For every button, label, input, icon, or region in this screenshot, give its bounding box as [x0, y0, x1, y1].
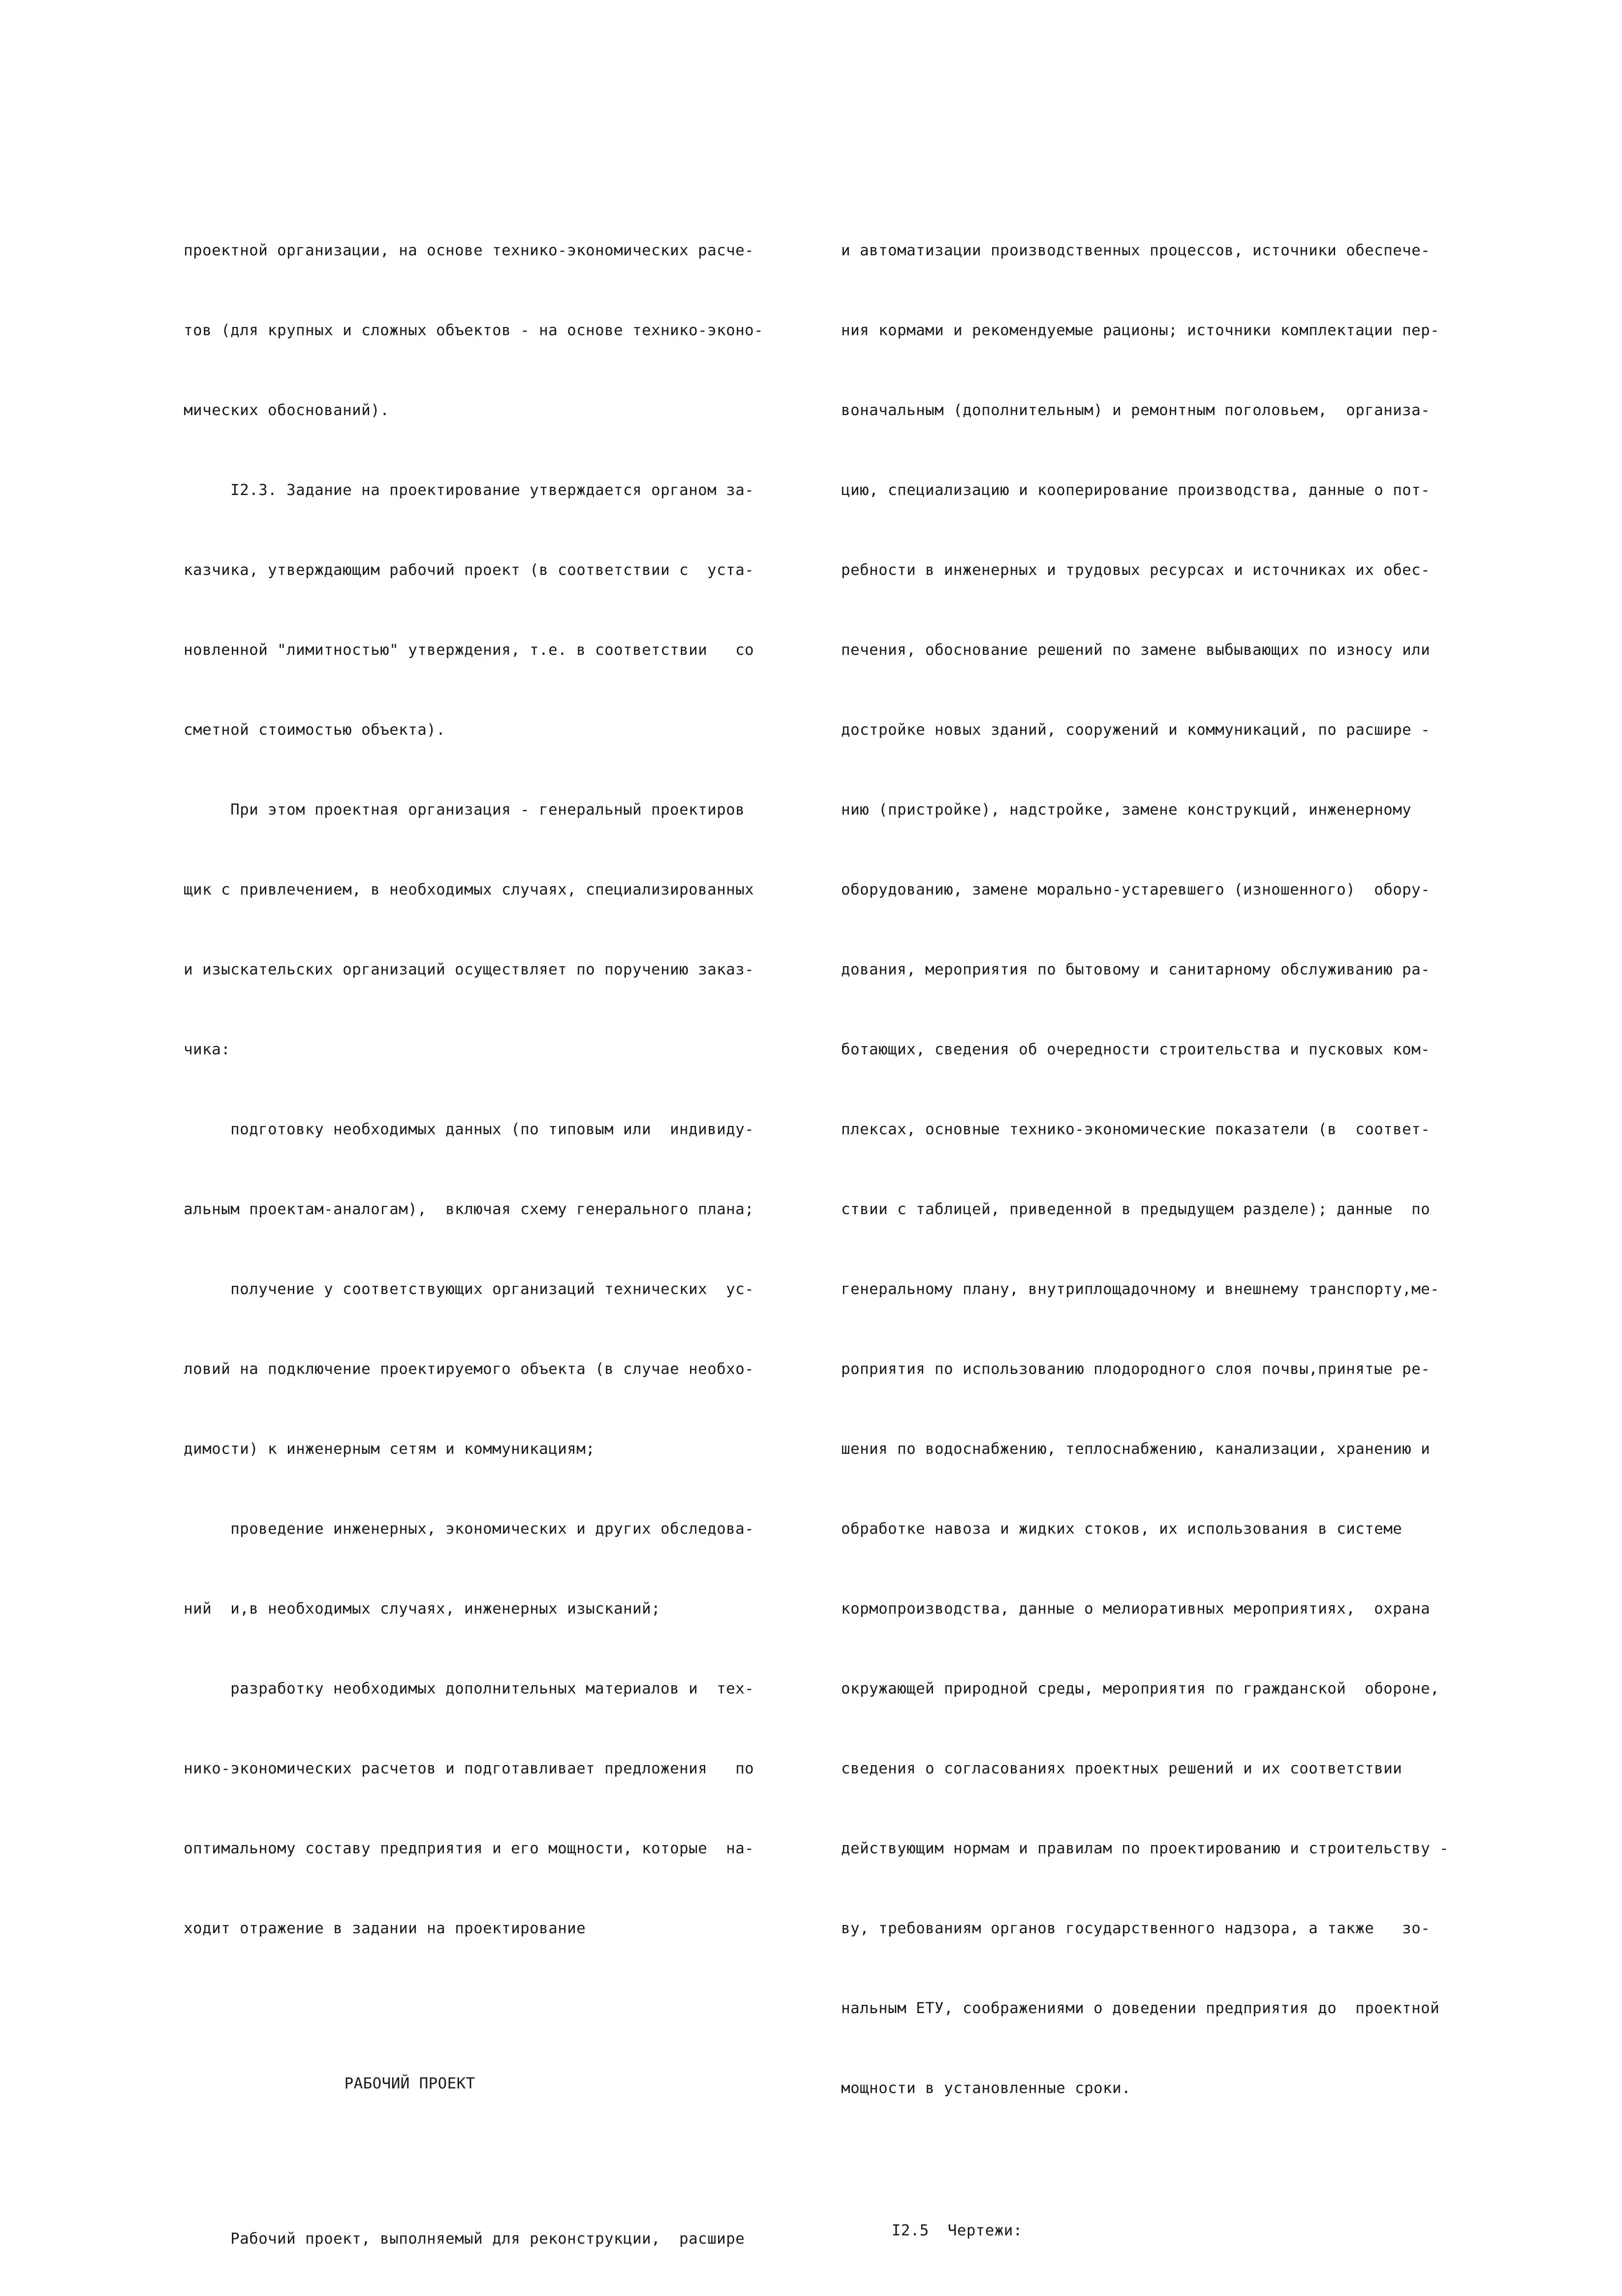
left-page	[0, 0, 811, 2247]
text-line: получение у соответствующих организаций технических ус-	[184, 1280, 754, 1298]
text-line: ву, требованиям органов государственного надзора, а также зо-	[841, 1919, 1431, 1937]
text-line: обработке навоза и жидких стоков, их использования в системе	[841, 1519, 1403, 1537]
section-title-working-project: РАБОЧИЙ ПРОЕКТ	[344, 2074, 476, 2092]
text-line: разработку необходимых дополнительных материалов и тех-	[184, 1679, 754, 1697]
text-line: генеральному плану, внутриплощадочному и внешнему транспорту,ме-	[841, 1280, 1440, 1298]
text-line: ходит отражение в задании на проектирование	[184, 1919, 586, 1937]
text-line: действующим нормам и правилам по проектированию и строительству -	[841, 1839, 1449, 1857]
text-line: цию, специализацию и кооперирование производства, данные о пот-	[841, 481, 1431, 499]
text-line: ловий на подключение проектируемого объекта (в случае необхо-	[184, 1360, 754, 1378]
text-line: плексах, основные технико-экономические показатели (в соответ-	[841, 1120, 1431, 1138]
text-line: чика:	[184, 1040, 230, 1058]
text-line: нию (пристройке), надстройке, замене конструкций, инженерному	[841, 800, 1412, 818]
text-line: I2.3. Задание на проектирование утверждается органом за-	[184, 481, 754, 499]
text-line: альным проектам-аналогам), включая схему генерального плана;	[184, 1200, 754, 1218]
text-line: сведения о согласованиях проектных решений и их соответствии	[841, 1759, 1403, 1777]
text-line: шения по водоснабжению, теплоснабжению, канализации, хранению и	[841, 1440, 1431, 1458]
text-line: При этом проектная организация - генеральный проектиров	[184, 800, 745, 818]
text-line: ний и,в необходимых случаях, инженерных изысканий;	[184, 1599, 661, 1617]
right-page	[811, 0, 1622, 2239]
text-line: подготовку необходимых данных (по типовым или индивиду-	[184, 1120, 754, 1138]
text-line: окружающей природной среды, мероприятия по гражданской обороне,	[841, 1679, 1440, 1697]
text-line: нико-экономических расчетов и подготавливает предложения по	[184, 1759, 754, 1777]
text-line: новленной "лимитностью" утверждения, т.е. в соответствии со	[184, 641, 754, 658]
text-line: печения, обоснование решений по замене выбывающих по износу или	[841, 641, 1431, 658]
text-line: щик с привлечением, в необходимых случаях, специализированных	[184, 880, 754, 898]
text-line: сметной стоимостью объекта).	[184, 720, 446, 738]
text-line: роприятия по использованию плодородного слоя почвы,принятые ре-	[841, 1360, 1431, 1378]
text-line: оптимальному составу предприятия и его мощности, которые на-	[184, 1839, 754, 1857]
text-line: проектной организации, на основе технико-экономических расче-	[184, 241, 754, 259]
text-line: проведение инженерных, экономических и других обследова-	[184, 1519, 754, 1537]
text-line: тов (для крупных и сложных объектов - на основе технико-эконо-	[184, 321, 763, 339]
text-line: димости) к инженерным сетям и коммуникациям;	[184, 1440, 595, 1458]
text-line: кормопроизводства, данные о мелиоративных мероприятиях, охрана	[841, 1599, 1431, 1617]
text-line: Рабочий проект, выполняемый для реконструкции, расшире	[184, 2229, 745, 2247]
text-line: казчика, утверждающим рабочий проект (в соответствии с уста-	[184, 561, 754, 579]
text-line: мощности в установленные сроки.	[841, 2079, 1131, 2097]
text-line: ния кормами и рекомендуемые рационы; источники комплектации пер-	[841, 321, 1440, 339]
section-title-drawings: I2.5 Чертежи:	[892, 2221, 1023, 2239]
text-line: ствии с таблицей, приведенной в предыдущем разделе); данные по	[841, 1200, 1431, 1218]
text-line: и автоматизации производственных процессов, источники обеспече-	[841, 241, 1431, 259]
text-line: дования, мероприятия по бытовому и санитарному обслуживанию ра-	[841, 960, 1431, 978]
text-line: достройке новых зданий, сооружений и коммуникаций, по расшире -	[841, 720, 1431, 738]
text-line: мических обоснований).	[184, 401, 390, 419]
text-line: ботающих, сведения об очередности строительства и пусковых ком-	[841, 1040, 1431, 1058]
text-line: оборудованию, замене морально-устаревшего (изношенного) обору-	[841, 880, 1431, 898]
text-line: и изыскательских организаций осуществляет по поручению заказ-	[184, 960, 754, 978]
text-line: воначальным (дополнительным) и ремонтным поголовьем, организа-	[841, 401, 1431, 419]
text-line: нальным ЕТУ, соображениями о доведении предприятия до проектной	[841, 1999, 1440, 2017]
left-page-text	[184, 184, 780, 2296]
text-line: ребности в инженерных и трудовых ресурсах и источниках их обес-	[841, 561, 1431, 579]
right-page-text	[841, 184, 1449, 2296]
